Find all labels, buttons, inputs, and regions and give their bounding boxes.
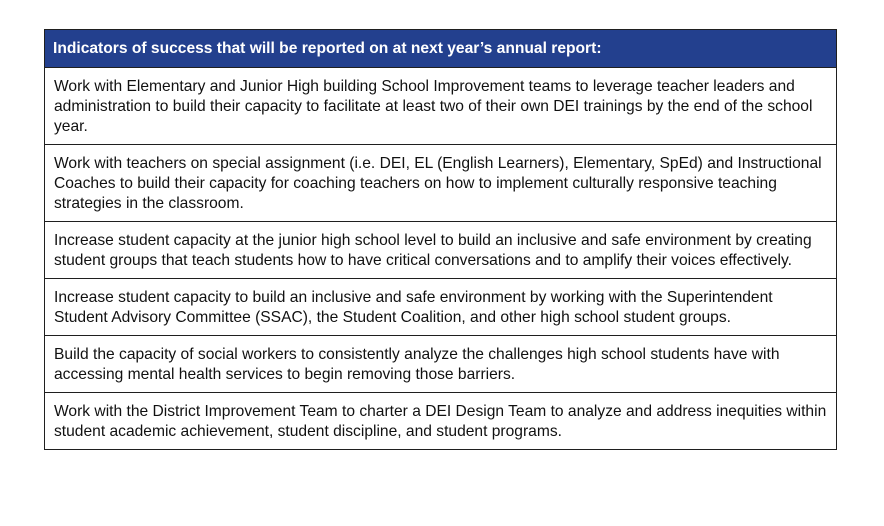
table-header-row xyxy=(45,30,837,68)
indicator-cell: Increase student capacity at the junior high school level to build an inclusive and safe environment by creating student groups that teach students how to have critical conversations and to amplify their voices effectively. xyxy=(45,222,837,279)
table-row xyxy=(45,279,837,336)
indicator-cell: Work with teachers on special assignment (i.e. DEI, EL (English Learners), Elementary, SpEd) and Instructional Coaches to build their capacity for coaching teachers on how to implement culturally responsive teaching strategies in the classroom. xyxy=(45,145,837,222)
indicator-cell: Work with Elementary and Junior High building School Improvement teams to leverage teacher leaders and administration to build their capacity to facilitate at least two of their own DEI trainings by the end of the school year. xyxy=(45,68,837,145)
indicator-cell: Build the capacity of social workers to consistently analyze the challenges high school students have with accessing mental health services to begin removing those barriers. xyxy=(45,336,837,393)
indicators-table xyxy=(44,29,837,450)
table-row xyxy=(45,222,837,279)
table-row xyxy=(45,393,837,450)
table-header: Indicators of success that will be reported on at next year’s annual report: xyxy=(45,30,837,68)
table-row xyxy=(45,145,837,222)
table-row xyxy=(45,336,837,393)
table-row xyxy=(45,68,837,145)
indicator-cell: Increase student capacity to build an inclusive and safe environment by working with the Superintendent Student Advisory Committee (SSAC), the Student Coalition, and other high school student groups. xyxy=(45,279,837,336)
indicator-cell: Work with the District Improvement Team to charter a DEI Design Team to analyze and address inequities within student academic achievement, student discipline, and student programs. xyxy=(45,393,837,450)
